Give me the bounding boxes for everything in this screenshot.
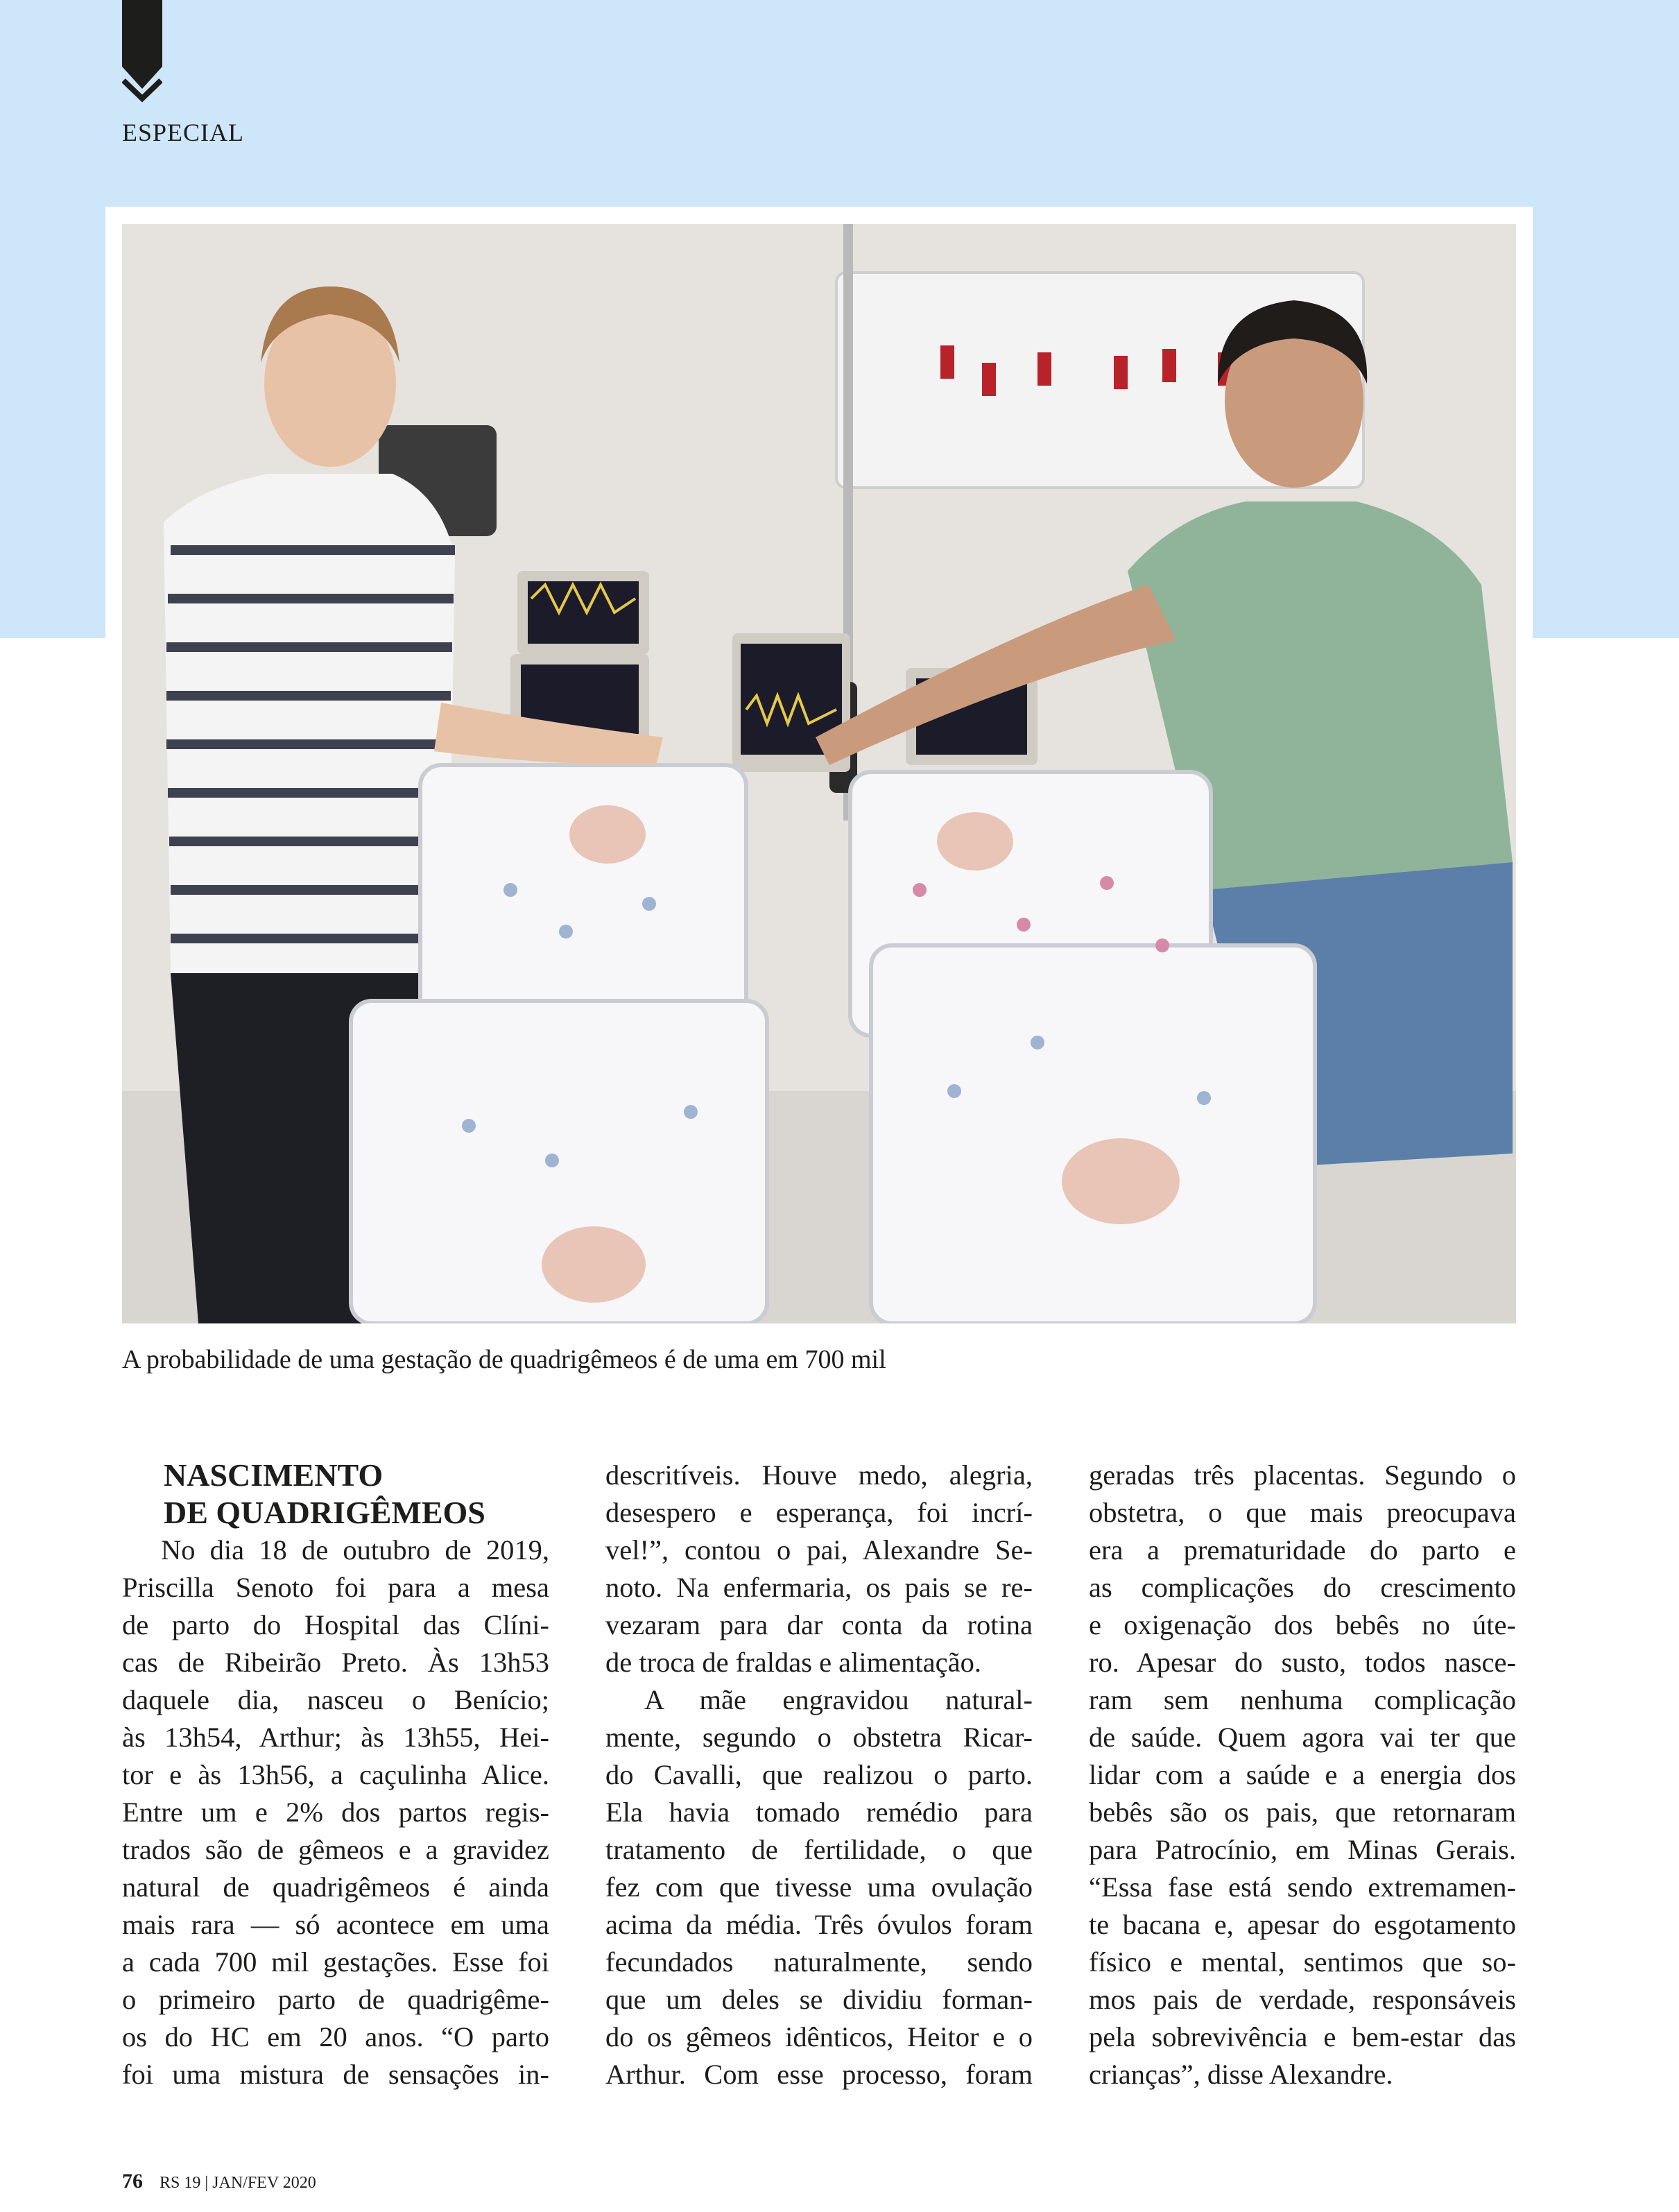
text-line: para Patrocínio, em Minas Gerais. [1089, 1834, 1516, 1865]
text-line: vel!”, contou o pai, Alexandre Se- [605, 1534, 1033, 1566]
text-line: fez com que tivesse uma ovulação [605, 1871, 1033, 1903]
text-line: do Cavalli, que realizou o parto. [605, 1759, 1033, 1790]
text-line: às 13h54, Arthur; às 13h55, Hei- [122, 1722, 549, 1753]
text-line: Arthur. Com esse processo, foram [605, 2059, 1033, 2090]
text-line: noto. Na enfermaria, os pais se re- [605, 1572, 1033, 1603]
text-line: lidar com a saúde e a energia dos [1089, 1759, 1516, 1790]
text-line: Entre um e 2% dos partos regis- [122, 1797, 549, 1828]
text-line: os do HC em 20 anos. “O parto [122, 2021, 549, 2052]
text-line: crianças”, disse Alexandre. [1089, 2059, 1393, 2090]
text-line: cas de Ribeirão Preto. Às 13h53 [122, 1647, 549, 1678]
page-footer [122, 2170, 316, 2193]
text-line: mais rara — só acontece em uma [122, 1909, 549, 1940]
text-line: pela sobrevivência e bem-estar das [1089, 2021, 1516, 2052]
text-line: bebês são os pais, que retornaram [1089, 1797, 1516, 1828]
text-line: No dia 18 de outubro de 2019, [161, 1534, 549, 1566]
text-line: trados são de gêmeos e a gravidez [122, 1834, 549, 1865]
magazine-issue: RS 19 | JAN/FEV 2020 [160, 2174, 316, 2192]
text-line: daquele dia, nasceu o Benício; [122, 1684, 549, 1715]
text-line: Priscilla Senoto foi para a mesa [122, 1572, 549, 1603]
text-line: mente, segundo o obstetra Ricar- [605, 1722, 1033, 1753]
article-column-2 [605, 1457, 1033, 2093]
text-line: obstetra, o que mais preocupava [1089, 1497, 1516, 1528]
text-line: foi uma mistura de sensações in- [122, 2059, 549, 2090]
text-line: desespero e esperança, foi incrí- [605, 1497, 1033, 1528]
text-line: te bacana e, apesar do esgotamento [1089, 1909, 1516, 1940]
text-line: tratamento de fertilidade, o que [605, 1834, 1033, 1865]
text-line: vezaram para dar conta da rotina [605, 1609, 1033, 1640]
article-photo [122, 224, 1516, 1323]
text-line: acima da média. Três óvulos foram [605, 1909, 1033, 1940]
text-line: ram sem nenhuma complicação [1089, 1684, 1516, 1715]
section-marker-icon [122, 0, 162, 103]
text-line: “Essa fase está sendo extremamen- [1089, 1871, 1516, 1903]
text-line: tor e às 13h56, a caçulinha Alice. [122, 1759, 549, 1790]
photo-caption: A probabilidade de uma gestação de quadrigêmeos é de uma em 700 mil [122, 1345, 886, 1374]
headline-line-2: DE QUADRIGÊMEOS [164, 1495, 485, 1530]
text-line: Ela havia tomado remédio para [605, 1797, 1033, 1828]
text-line: descritíveis. Houve medo, alegria, [605, 1459, 1033, 1491]
text-line: natural de quadrigêmeos é ainda [122, 1871, 549, 1903]
text-line: físico e mental, sentimos que so- [1089, 1946, 1516, 1978]
text-line: era a prematuridade do parto e [1089, 1534, 1516, 1566]
article-column-3 [1089, 1457, 1516, 2093]
text-line: de saúde. Quem agora vai ter que [1089, 1722, 1516, 1753]
text-line: o primeiro parto de quadrigême- [122, 1984, 549, 2015]
text-line: de troca de fraldas e alimentação. [605, 1647, 981, 1678]
text-line: ro. Apesar do susto, todos nasce- [1089, 1647, 1516, 1678]
article-column-1 [122, 1457, 549, 2093]
section-label: ESPECIAL [122, 119, 245, 146]
text-line: A mãe engravidou natural- [644, 1684, 1033, 1715]
text-line: a cada 700 mil gestações. Esse foi [122, 1946, 549, 1978]
article-headline [122, 1457, 549, 1532]
text-line: do os gêmeos idênticos, Heitor e o [605, 2021, 1033, 2052]
text-line: de parto do Hospital das Clíni- [122, 1609, 549, 1640]
text-line: geradas três placentas. Segundo o [1089, 1459, 1516, 1491]
text-line: que um deles se dividiu forman- [605, 1984, 1033, 2015]
text-line: fecundados naturalmente, sendo [605, 1946, 1033, 1978]
headline-line-1: NASCIMENTO [164, 1457, 384, 1493]
text-line: as complicações do crescimento [1089, 1572, 1516, 1603]
text-line: e oxigenação dos bebês no úte- [1089, 1609, 1516, 1640]
text-line: mos pais de verdade, responsáveis [1089, 1984, 1516, 2015]
page-number: 76 [122, 2170, 143, 2193]
